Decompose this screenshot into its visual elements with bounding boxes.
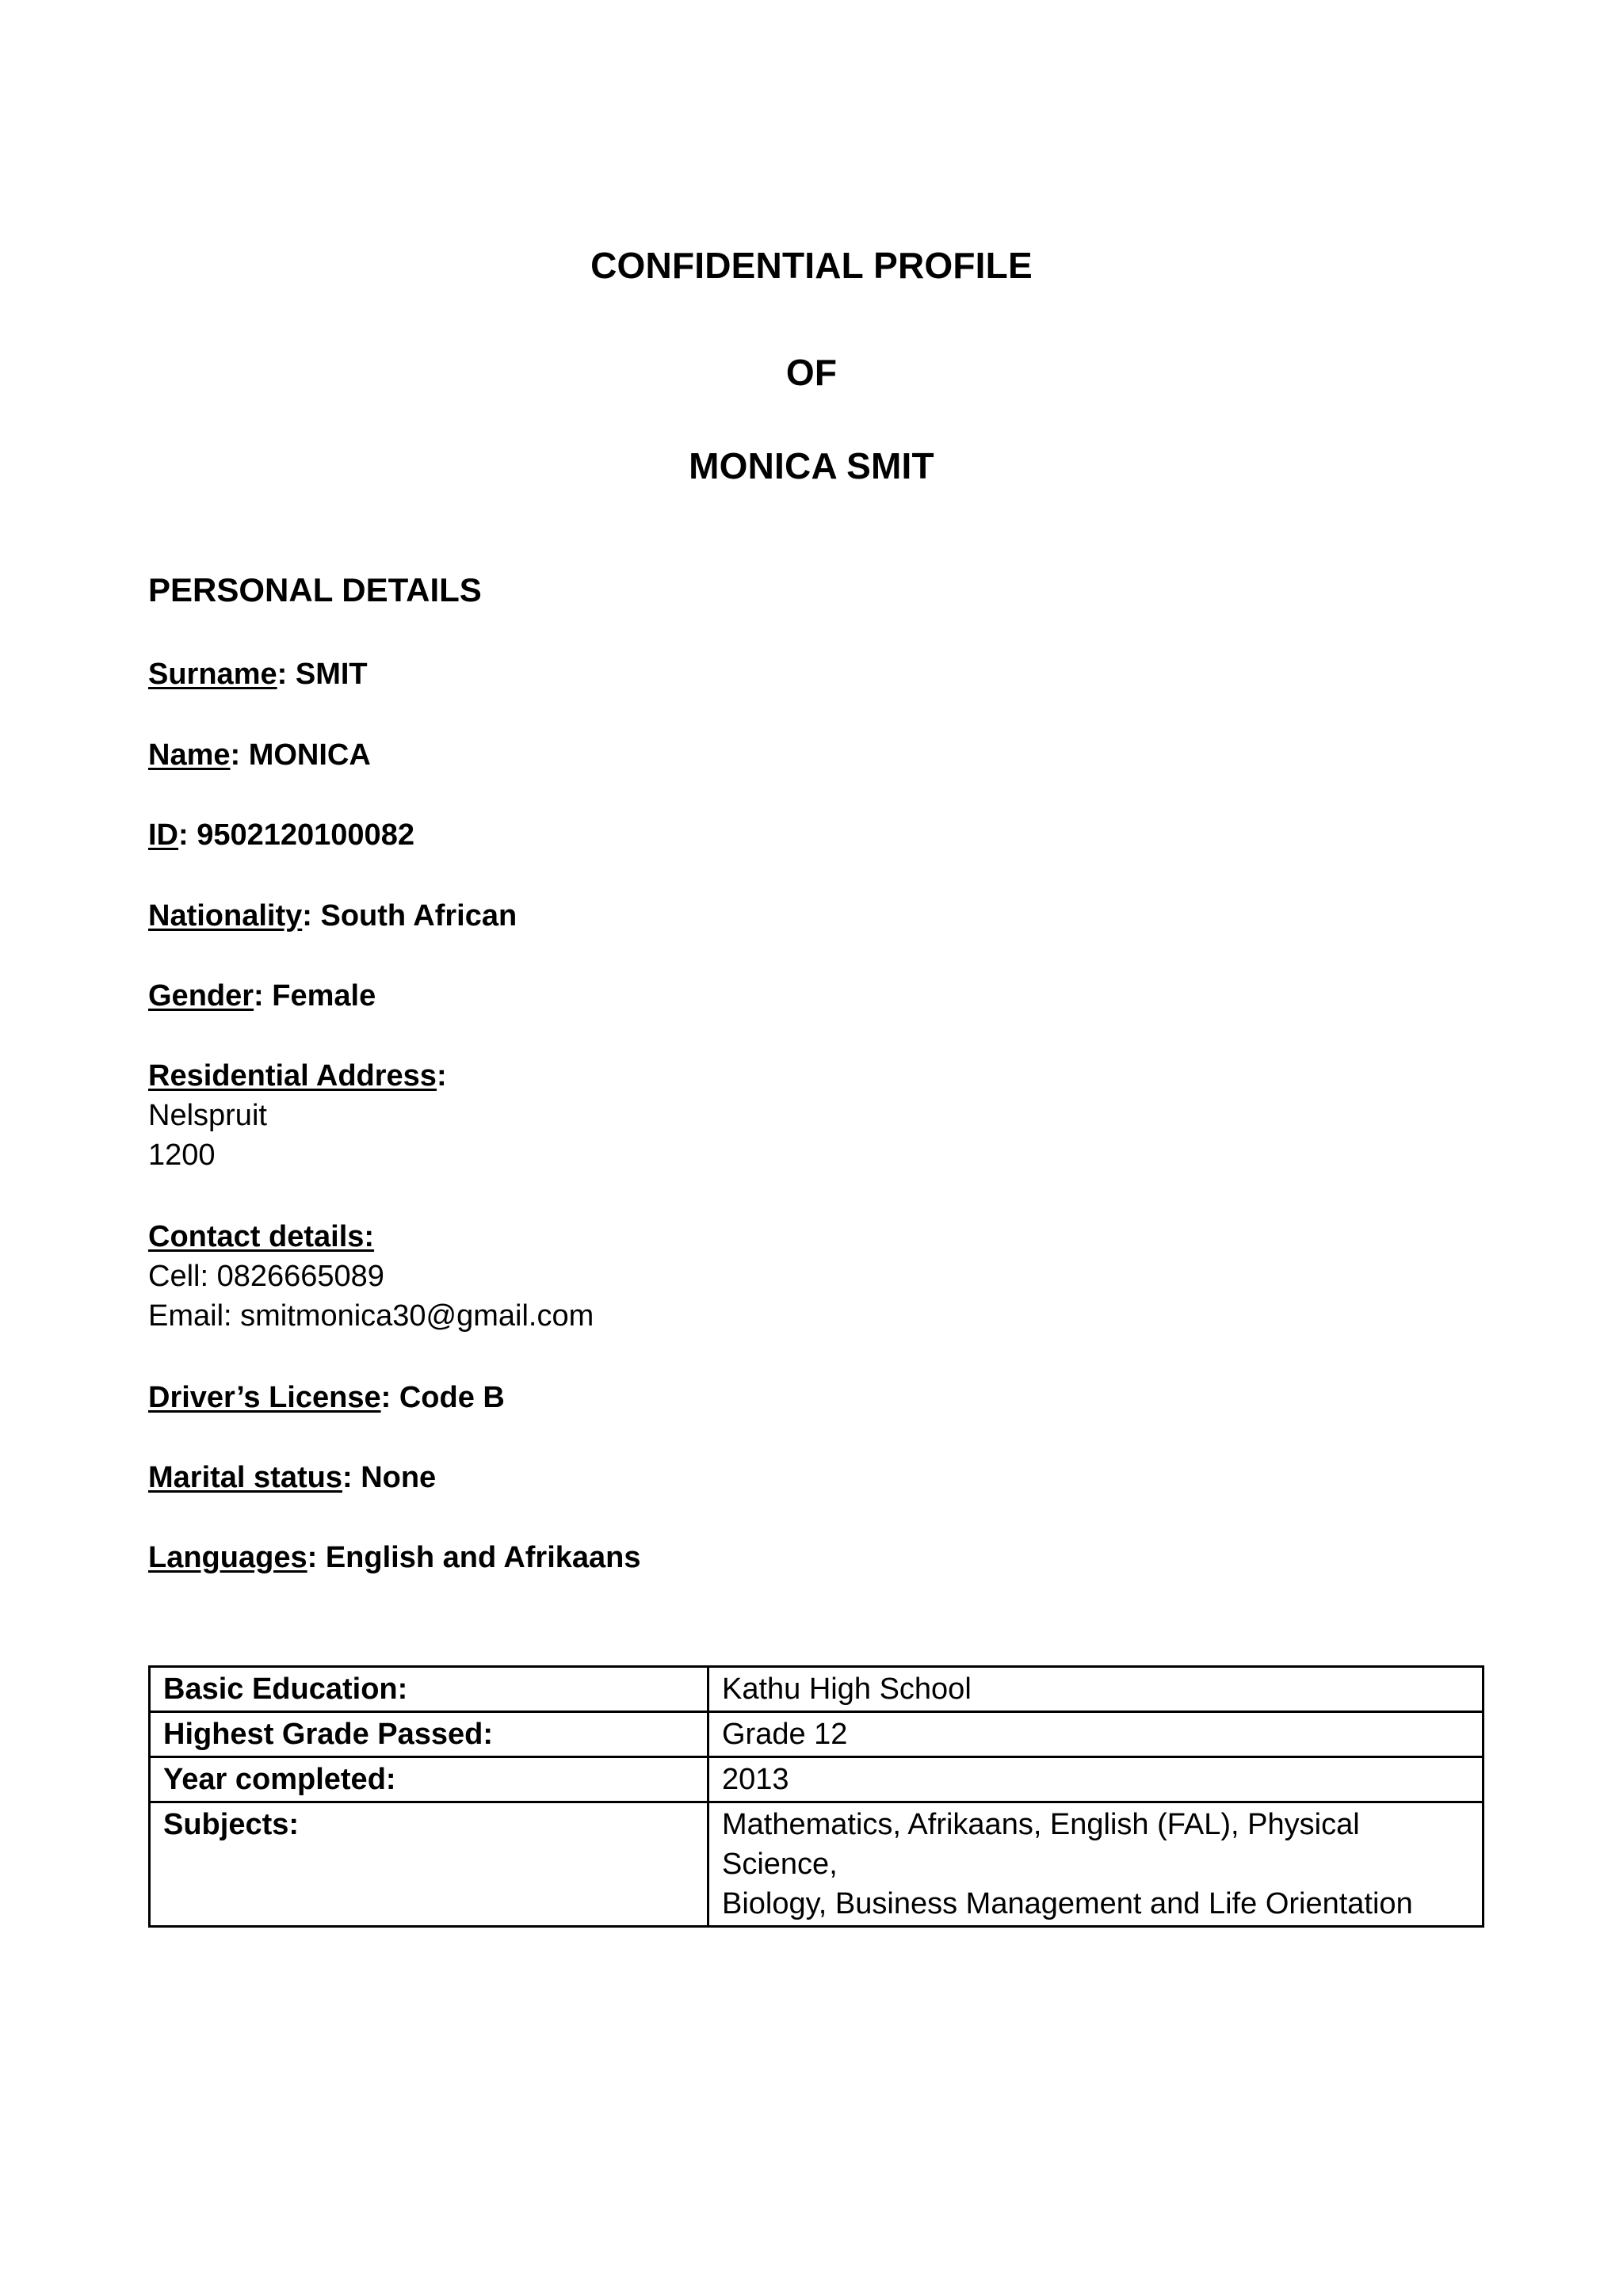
drivers-license-field: Driver’s License: Code B (148, 1381, 505, 1414)
subjects-line-1: Mathematics, Afrikaans, English (FAL), Physical Science, (722, 1808, 1360, 1881)
table-row (150, 1667, 1484, 1712)
table-cell-key: Year completed: (150, 1757, 708, 1802)
table-cell-value: 2013 (708, 1757, 1484, 1802)
marital-label: Marital status (148, 1461, 342, 1494)
nationality-label: Nationality (148, 899, 303, 933)
table-row (150, 1757, 1484, 1802)
surname-label: Surname (148, 658, 277, 691)
address-label: Residential Address (148, 1059, 437, 1093)
id-field: ID: 9502120100082 (148, 818, 414, 852)
name-label: Name (148, 738, 231, 772)
languages-value: English and Afrikaans (325, 1541, 641, 1574)
table-cell-key: Subjects: (150, 1802, 708, 1927)
personal-details-heading: PERSONAL DETAILS (148, 571, 482, 608)
title-person-name: MONICA SMIT (689, 445, 934, 486)
address-line-city: Nelspruit (148, 1099, 267, 1132)
id-label: ID (148, 818, 178, 852)
marital-status-field: Marital status: None (148, 1461, 437, 1494)
surname-field: Surname: SMIT (148, 658, 368, 691)
gender-value: Female (272, 979, 376, 1013)
surname-value: SMIT (295, 658, 368, 691)
address-line-postcode: 1200 (148, 1138, 216, 1172)
contact-email: Email: smitmonica30@gmail.com (148, 1299, 594, 1333)
contact-details-field (148, 1217, 594, 1336)
title-of: OF (785, 352, 838, 393)
name-field: Name: MONICA (148, 738, 371, 772)
marital-value: None (361, 1461, 437, 1494)
contact-cell: Cell: 0826665089 (148, 1260, 384, 1293)
id-value: 9502120100082 (197, 818, 414, 852)
gender-label: Gender (148, 979, 254, 1013)
nationality-field: Nationality: South African (148, 899, 517, 933)
table-cell-value: Grade 12 (708, 1712, 1484, 1757)
languages-label: Languages (148, 1541, 307, 1574)
table-row (150, 1802, 1484, 1927)
gender-field: Gender: Female (148, 979, 376, 1013)
name-value: MONICA (248, 738, 371, 772)
nationality-value: South African (320, 899, 517, 933)
languages-field: Languages: English and Afrikaans (148, 1541, 641, 1574)
table-cell-value (708, 1802, 1484, 1927)
contact-label: Contact details: (148, 1220, 375, 1253)
subjects-line-2: Biology, Business Management and Life Orientation (722, 1887, 1413, 1920)
table-cell-key: Basic Education: (150, 1667, 708, 1712)
education-table (148, 1665, 1484, 1928)
title-confidential-profile: CONFIDENTIAL PROFILE (590, 245, 1033, 286)
license-label: Driver’s License (148, 1381, 381, 1414)
residential-address-field: Residential Address: Nelspruit 1200 (148, 1056, 447, 1175)
license-value: Code B (399, 1381, 505, 1414)
table-cell-value: Kathu High School (708, 1667, 1484, 1712)
table-row (150, 1712, 1484, 1757)
table-cell-key: Highest Grade Passed: (150, 1712, 708, 1757)
